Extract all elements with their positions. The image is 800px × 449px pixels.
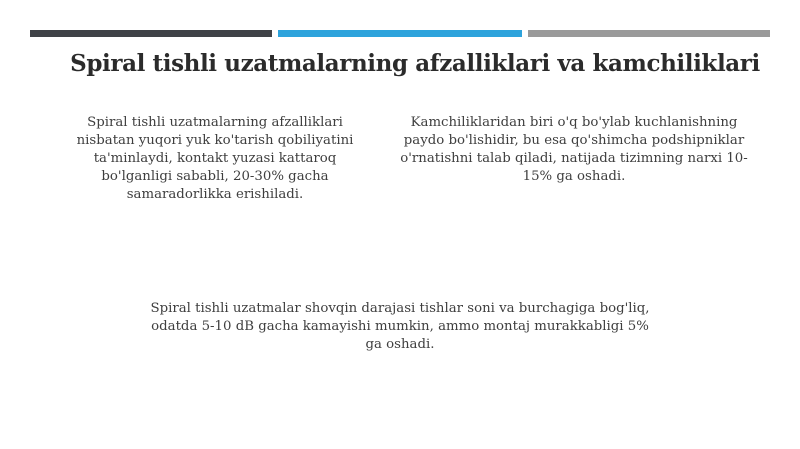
accent-bar-gray xyxy=(528,30,770,37)
advantages-text: Spiral tishli uzatmalarning afzalliklari nisbatan yuqori yuk ko'tarish qobiliyatini ta'minlaydi, kontakt yuzasi kattaroq bo'lganligi sababli, 20-30% gacha samaradorlikka erishiladi. xyxy=(76,115,354,202)
noise-text: Spiral tishli uzatmalar shovqin darajasi tishlar soni va burchagiga bog'liq, odatda 5-10 dB gacha kamayishi mumkin, ammo montaj murakkabligi 5% ga oshadi. xyxy=(150,301,650,352)
slide-title: Spiral tishli uzatmalarning afzalliklari va kamchiliklari xyxy=(70,50,760,77)
accent-bar-blue xyxy=(278,30,522,37)
accent-bar-dark xyxy=(30,30,272,37)
disadvantages-text: Kamchiliklaridan biri o'q bo'ylab kuchlanishning paydo bo'lishidir, bu esa qo'shimcha podshipniklar o'rnatishni talab qiladi, natijada tizimning narxi 10-15% ga oshadi. xyxy=(400,115,748,184)
